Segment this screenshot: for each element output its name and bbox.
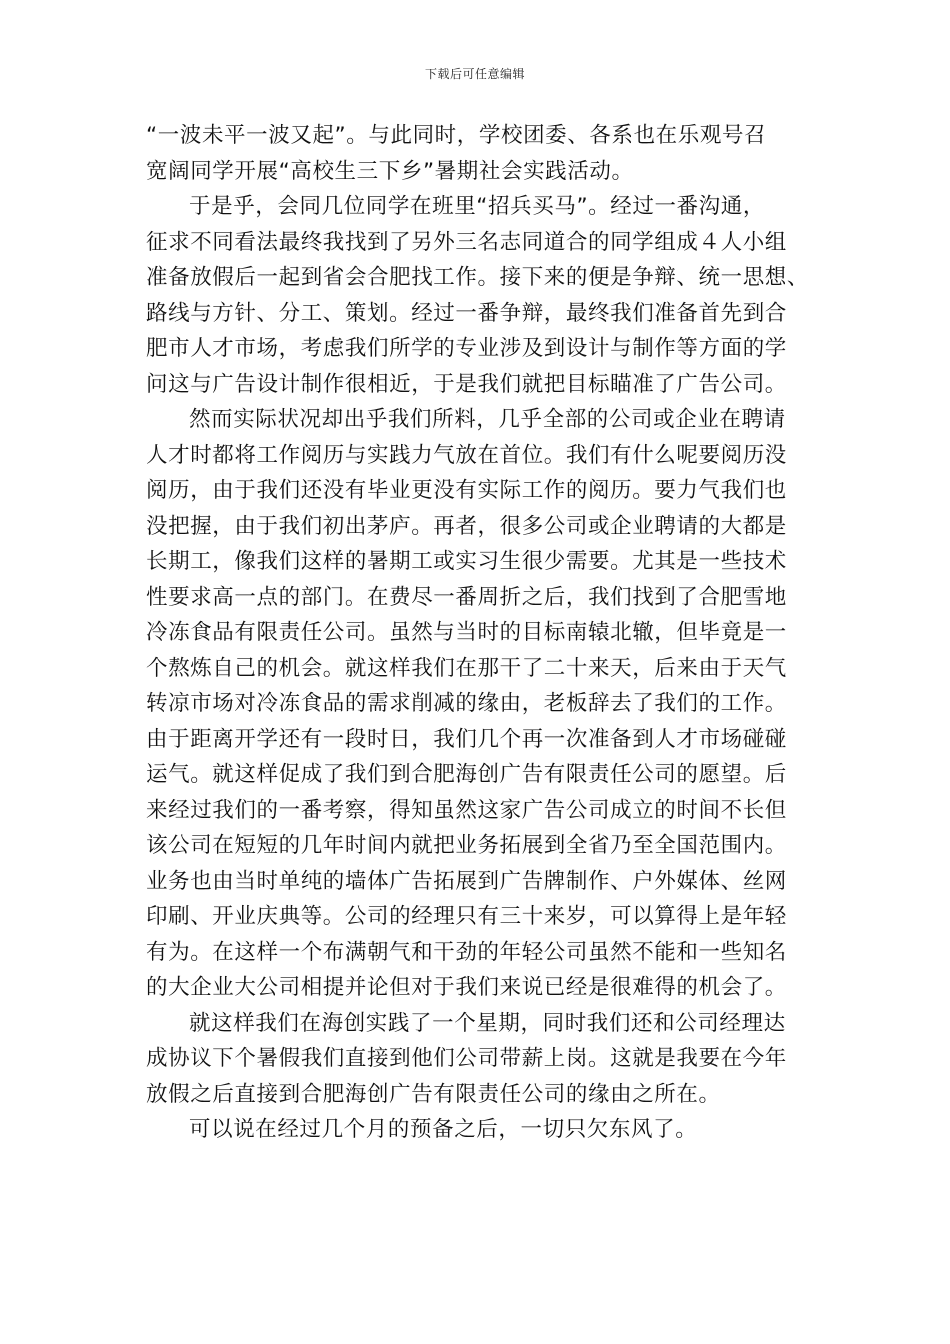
text-line: 来经过我们的一番考察，得知虽然这家广告公司成立的时间不长但	[146, 797, 787, 823]
text-line: “一波未平一波又起”。与此同时，学校团委、各系也在乐观号召	[146, 123, 767, 148]
text-line: 成协议下个暑假我们直接到他们公司带薪上岗。这就是我要在今年	[146, 1046, 787, 1071]
paragraph-start-line: 可以说在经过几个月的预备之后，一切只欠东风了。	[189, 1117, 698, 1142]
text-line: 没把握，由于我们初出茅庐。再者，很多公司或企业聘请的大都是	[146, 513, 787, 539]
text-line: 放假之后直接到合肥海创广告有限责任公司的缘由之所在。	[146, 1081, 721, 1107]
text-line: 由于距离开学还有一段时日，我们几个再一次准备到人才市场碰碰	[146, 726, 787, 752]
text-line: 的大企业大公司相提并论但对于我们来说已经是很难得的机会了。	[146, 975, 787, 1000]
page-header: 下载后可任意编辑	[424, 67, 525, 81]
text-line: 业务也由当时单纯的墙体广告拓展到广告牌制作、户外媒体、丝网	[146, 868, 787, 894]
text-line: 运气。就这样促成了我们到合肥海创广告有限责任公司的愿望。后	[146, 762, 787, 787]
text-line: 人才时都将工作阅历与实践力气放在首位。我们有什么呢要阅历没	[146, 442, 787, 468]
text-line: 宽阔同学开展“高校生三下乡”暑期社会实践活动。	[146, 158, 634, 184]
text-line: 阅历，由于我们还没有毕业更没有实际工作的阅历。要力气我们也	[146, 478, 787, 503]
paragraph-start-line: 于是乎，会同几位同学在班里“招兵买马”。经过一番沟通，	[189, 194, 765, 219]
text-line: 个熬炼自己的机会。就这样我们在那干了二十来天，后来由于天气	[146, 655, 787, 681]
document-body	[146, 118, 818, 1148]
text-line: 征求不同看法最终我找到了另外三名志同道合的同学组成４人小组	[146, 229, 787, 255]
text-line: 有为。在这样一个布满朝气和干劲的年轻公司虽然不能和一些知名	[146, 939, 787, 965]
text-line: 印刷、开业庆典等。公司的经理只有三十来岁，可以算得上是年轻	[146, 904, 787, 929]
text-line: 问这与广告设计制作很相近，于是我们就把目标瞄准了广告公司。	[146, 371, 787, 397]
paragraph-start-line: 就这样我们在海创实践了一个星期，同时我们还和公司经理达	[189, 1010, 786, 1036]
text-line: 冷冻食品有限责任公司。虽然与当时的目标南辕北辙，但毕竟是一	[146, 620, 787, 645]
text-line: 性要求高一点的部门。在费尽一番周折之后，我们找到了合肥雪地	[146, 584, 787, 610]
text-line: 肥市人才市场，考虑我们所学的专业涉及到设计与制作等方面的学	[146, 336, 787, 361]
text-line: 路线与方针、分工、策划。经过一番争辩，最终我们准备首先到合	[146, 300, 787, 326]
paragraph-start-line: 然而实际状况却出乎我们所料，几乎全部的公司或企业在聘请	[189, 407, 786, 432]
text-line: 准备放假后一起到省会合肥找工作。接下来的便是争辩、统一思想、	[146, 265, 810, 290]
text-line: 该公司在短短的几年时间内就把业务拓展到全省乃至全国范围内。	[146, 833, 787, 858]
text-line: 转凉市场对冷冻食品的需求削减的缘由，老板辞去了我们的工作。	[146, 691, 787, 716]
text-line: 长期工，像我们这样的暑期工或实习生很少需要。尤其是一些技术	[146, 549, 787, 574]
